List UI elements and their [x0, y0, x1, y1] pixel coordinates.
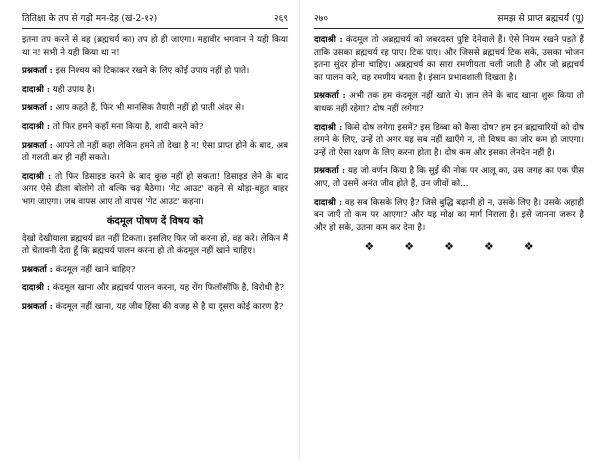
speaker-label: प्रश्नकर्ता : — [22, 264, 53, 275]
paragraph-text: अभी तक हम कंदमूल नहीं खाते थे। ज्ञान लेने के बाद खाना शुरू किया तो बाधक नहीं रहेगा? दोष नहीं लगेगा? — [314, 91, 584, 114]
paragraph-text: इस निश्चय को टिकाकर रखने के लिए कोई उपाय नहीं हो पाते। — [55, 66, 250, 77]
speaker-label: दादाश्री : — [314, 197, 343, 208]
speaker-label: प्रश्नकर्ता : — [22, 103, 53, 114]
right-page — [300, 0, 600, 460]
left-header-title: तितिक्षा के तप से गढ़ो मन-देह (खं-2-१२) — [22, 14, 158, 24]
paragraph — [22, 65, 288, 78]
diamond-ornament-icon: ❖ — [444, 240, 454, 254]
paragraph-text: आपने तो नहीं कहा लेकिन हमने तो देखा है न! ऐसा प्राप्त होने के बाद, अब तो गलती कर ही नहीं सकते। — [22, 140, 288, 164]
paragraph-text: देखो देखीयाला ब्रह्मचर्य व्रत नहीं टिकता। इसलिए फिर जो करना हो, वह करे। लेकिन मैं तो चेतावनी देता हूँ कि ब्रह्मचर्य पालन करना हो तो कंदमूल नहीं खाने चाहिए। — [22, 233, 288, 257]
paragraph — [22, 264, 288, 277]
paragraph — [22, 84, 288, 97]
paragraph — [314, 34, 584, 84]
left-page-header — [22, 14, 288, 29]
paragraph — [314, 90, 584, 115]
paragraph-text: यह जो वर्णन किया है कि सुई की नोक पर आलू का, उस जगह का एक पीस आए, तो उसमें अनंत जीव होते हैं, उन जीवों को... — [314, 166, 585, 189]
paragraph — [22, 171, 288, 209]
speaker-label: प्रश्नकर्ता : — [22, 301, 53, 312]
diamond-ornament-icon: ❖ — [404, 240, 415, 254]
paragraph — [22, 34, 288, 59]
left-page-number: २६९ — [273, 14, 288, 24]
speaker-label: प्रश्नकर्ता : — [22, 66, 53, 77]
paragraph — [314, 165, 584, 190]
paragraph-text: वह सब किसके लिए है? जिसे बुद्धि बढ़ानी हो न, उसके लिए है। उसके अहाही बन जाएँ तो कम पर आएगा? और यह मोक्ष का मार्ग निराला है। इसे जानना जरूर है और हो सके, उतना कम कर देना है। — [314, 197, 584, 233]
paragraph-text: कंदमूल नहीं खाना, यह जीव हिंसा की वजह से है या दूसरा कोई कारण है? — [55, 301, 284, 312]
speaker-label: दादाश्री : — [314, 35, 343, 45]
section-heading: कंदमूल पोषण दें विषय को — [106, 215, 204, 227]
paragraph-text: कंदमूल तो अब्रह्मचर्य को जबरदस्त पुष्टि देनेवाले हैं। ऐसे नियम रखने पड़ते हैं ताकि उसका ब्रह्मचर्य रह पाए। टिक पाए। और जिससे ब्रह्मचर्य टिक सके, उसका भोजन इतना सुंदर होना चाहिए। अब्रह्मचर्य का सारा रमणीयता चली जाती है और जो ब्रह्मचर्य का पालन करे, वह रमणीय बनता है। इंसान प्रभावशाली दिखता है। — [314, 35, 584, 83]
paragraph-text: आप कहते हैं, फिर भी मानसिक तैयारी नहीं हो पाती अंदर से। — [55, 103, 245, 114]
paragraph-text: इतना तप करने से वह (ब्रह्मचर्य का) तप हो ही जाएगा। महावीर भगवान ने यही किया था न! सभी ने यही किया था न! — [22, 35, 288, 58]
right-header-title: समझ से प्राप्त ब्रह्मचर्य (पू) — [497, 14, 584, 24]
speaker-label: दादाश्री : — [22, 121, 51, 132]
paragraph-text: तो फिर डिसाइड करने के बाद कुछ नहीं हो सकता! डिसाइड लेने के बाद अगर ऐसे ढीला बोलोगे तो बल्कि चढ़ बैठेगा। 'गेट आउट' कहने से थोड़ा-बहुत बाहर भाग जाएगा। जब वापस आए तो वापस 'गेट आउट' कहना। — [22, 171, 289, 207]
paragraph — [22, 282, 288, 295]
paragraph-text: तो फिर हमने कहाँ मना किया है, शादी करने को? — [52, 121, 204, 132]
diamond-ornament-icon: ❖ — [523, 240, 534, 254]
right-page-number: २७० — [314, 14, 329, 24]
paragraph — [314, 122, 584, 160]
speaker-label: प्रश्नकर्ता : — [22, 140, 53, 151]
paragraph-text: यही उपाय है। — [52, 84, 95, 95]
paragraph — [314, 197, 584, 235]
paragraph-text: कंदमूल नहीं खाने चाहिए? — [55, 264, 136, 275]
paragraph — [22, 140, 288, 165]
paragraph — [22, 301, 288, 314]
paragraph — [22, 233, 288, 258]
paragraph — [22, 121, 288, 134]
speaker-label: प्रश्नकर्ता : — [314, 91, 346, 102]
ornament-row — [314, 240, 584, 253]
speaker-label: प्रश्नकर्ता : — [314, 166, 346, 177]
diamond-ornament-icon: ❖ — [483, 240, 494, 254]
paragraph-text: कंदमूल खाना और ब्रह्मचर्य पालन करना, यह रोंग फिलॉसॉफि है, विरोधी है? — [52, 283, 284, 294]
speaker-label: दादाश्री : — [22, 283, 51, 294]
speaker-label: दादाश्री : — [22, 84, 51, 95]
paragraph — [22, 102, 288, 115]
right-page-header — [314, 14, 584, 29]
speaker-label: दादाश्री : — [22, 171, 52, 182]
paragraph-text: किसे दोष लगेगा इसमें? इस डिब्बा को कैसा दोष? हम इन ब्रह्मचारियों को दोष लगने के लिए, उन्हें तो अगर यह सब नहीं खाएँगे न, तो विषय का जोर कम हो जाएगा। उन्हें तो ऐसा रक्षण के लिए करना होता है। दोष कम और इसका लेनदेन नहीं है। — [314, 122, 584, 158]
diamond-ornament-icon: ❖ — [364, 240, 375, 254]
speaker-label: दादाश्री : — [314, 122, 343, 133]
